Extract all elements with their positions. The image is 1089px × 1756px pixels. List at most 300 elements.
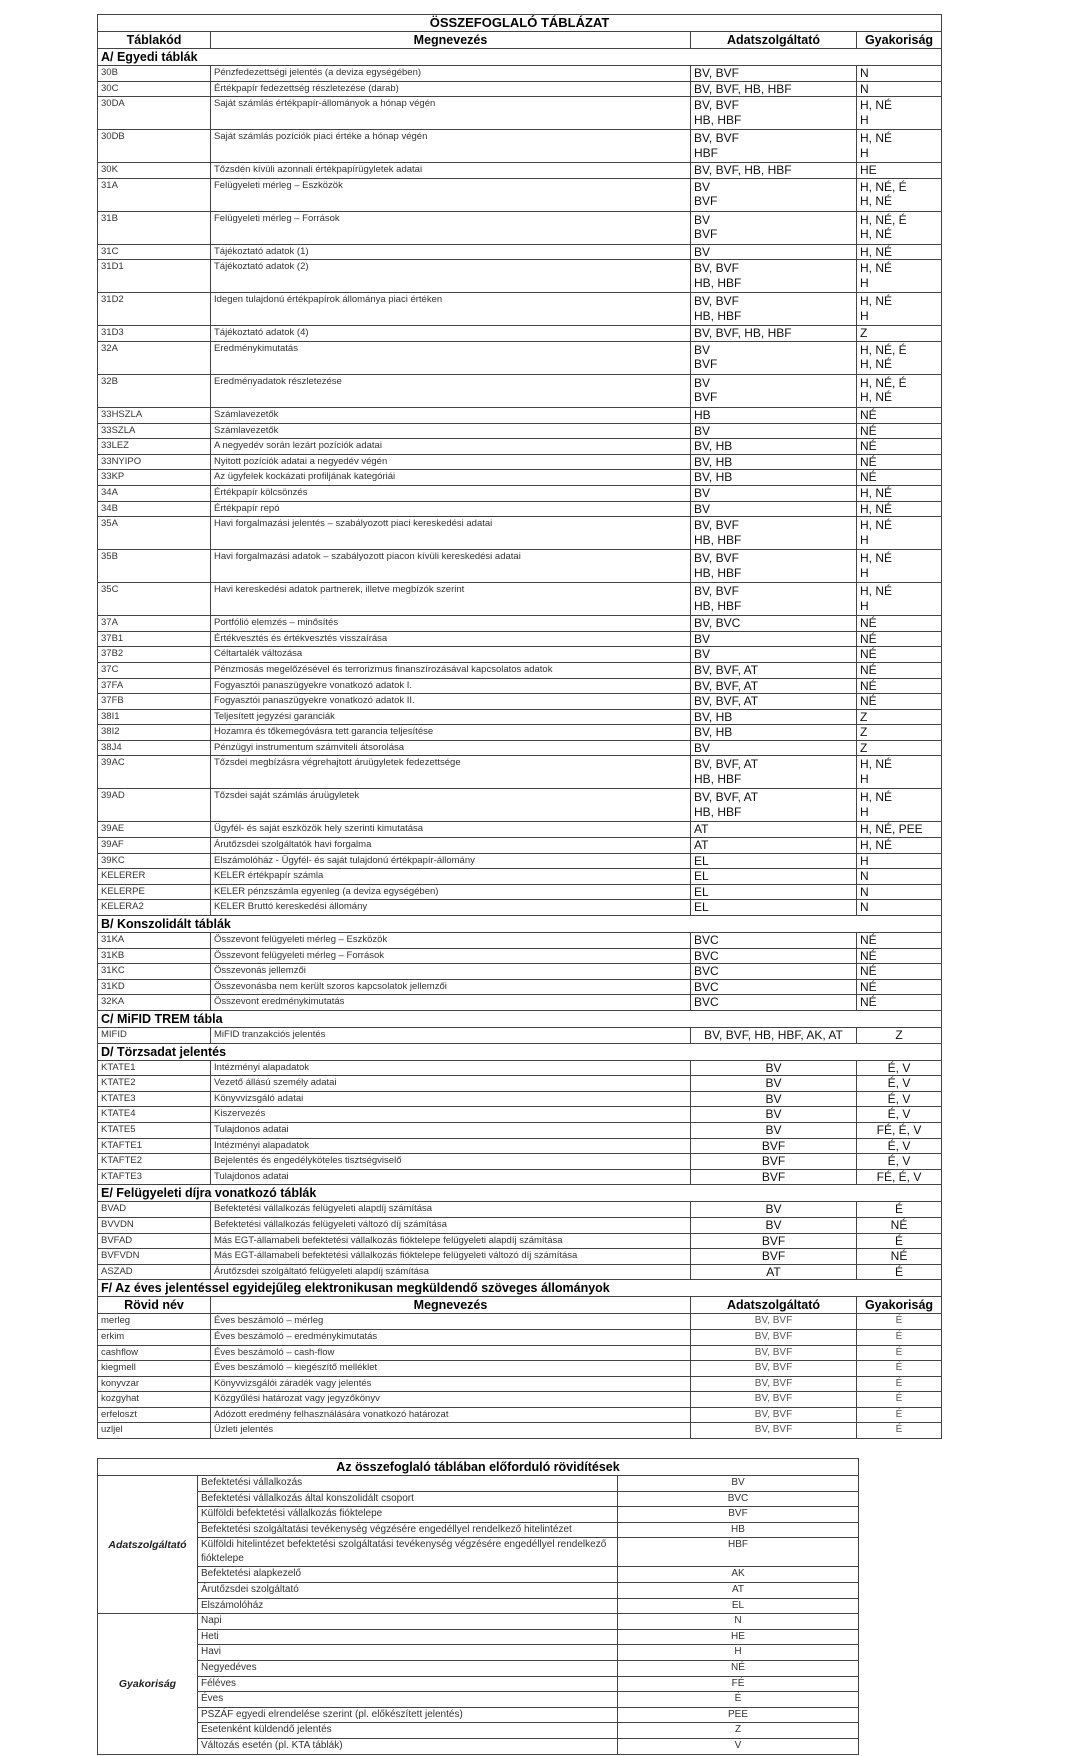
- row-frequency: NÉ: [857, 933, 942, 949]
- row-provider: BV: [691, 1122, 857, 1138]
- row-name: Bejelentés és engedélyköteles tisztségviselő: [211, 1154, 691, 1170]
- abbreviation-description: Esetenként küldendő jelentés: [198, 1723, 618, 1739]
- row-name: Tőzsdén kívüli azonnali értékpapírügyletek adatai: [211, 163, 691, 179]
- abbreviation-code: É: [618, 1692, 859, 1708]
- col-header-name: Megnevezés: [211, 32, 691, 49]
- row-provider: AT: [691, 838, 857, 854]
- row-code: 37B2: [98, 647, 211, 663]
- row-provider: BV, BVF, AT: [691, 694, 857, 710]
- row-name: Fogyasztói panaszügyekre vonatkozó adatok I.: [211, 678, 691, 694]
- abbreviation-row: [98, 1476, 859, 1492]
- row-frequency: É, V: [857, 1060, 942, 1076]
- section-column-header: Megnevezés: [211, 1297, 691, 1314]
- row-provider: BV, BVF, HB, HBF: [691, 163, 857, 179]
- abbreviation-description: Elszámolóház: [198, 1598, 618, 1614]
- row-provider: BV: [691, 423, 857, 439]
- abbreviation-description: Külföldi befektetési vállalkozás fióktelepe: [198, 1507, 618, 1523]
- row-code: 37FB: [98, 694, 211, 710]
- row-frequency: Z: [857, 326, 942, 342]
- table-row: [98, 1376, 942, 1392]
- abbreviation-code: N: [618, 1614, 859, 1630]
- row-provider: AT: [691, 822, 857, 838]
- row-frequency: H, NÉ, É H, NÉ: [857, 341, 942, 374]
- row-provider: BV, BVF: [691, 1361, 857, 1377]
- row-name: Könyvvizsgálói záradék vagy jelentés: [211, 1376, 691, 1392]
- row-frequency: FÉ, É, V: [857, 1169, 942, 1185]
- row-frequency: H, NÉ H: [857, 97, 942, 130]
- row-code: 30K: [98, 163, 211, 179]
- row-provider: BV: [691, 244, 857, 260]
- row-code: 34A: [98, 485, 211, 501]
- row-frequency: É: [857, 1264, 942, 1280]
- row-provider: BV, BVF: [691, 1314, 857, 1330]
- row-code: KELERA2: [98, 900, 211, 916]
- row-name: Tulajdonos adatai: [211, 1169, 691, 1185]
- row-name: Árutőzsdei szolgáltató felügyeleti alapdíj számítása: [211, 1264, 691, 1280]
- table-row: [98, 1076, 942, 1092]
- table-row: [98, 1392, 942, 1408]
- row-provider: BV: [691, 1202, 857, 1218]
- row-name: Tőzsdei megbízásra végrehajtott áruügyletek fedezettsége: [211, 756, 691, 789]
- section-title: C/ MiFID TREM tábla: [98, 1011, 942, 1028]
- row-name: Tőzsdei saját számlás áruügyletek: [211, 789, 691, 822]
- row-code: 33HSZLA: [98, 407, 211, 423]
- table-row: [98, 1091, 942, 1107]
- row-name: KELER értékpapír számla: [211, 869, 691, 885]
- row-provider: BV: [691, 1107, 857, 1123]
- abbreviation-code: HBF: [618, 1538, 859, 1567]
- table-row: [98, 97, 942, 130]
- table-row: [98, 678, 942, 694]
- abbreviation-description: Befektetési alapkezelő: [198, 1567, 618, 1583]
- table-row: [98, 694, 942, 710]
- row-name: Összevont eredménykimutatás: [211, 995, 691, 1011]
- row-name: Könyvvizsgáló adatai: [211, 1091, 691, 1107]
- row-name: Éves beszámoló – cash-flow: [211, 1345, 691, 1361]
- abbreviation-row: [98, 1738, 859, 1754]
- abbreviation-row: [98, 1582, 859, 1598]
- row-frequency: H, NÉ, É H, NÉ: [857, 374, 942, 407]
- abbreviation-code: Z: [618, 1723, 859, 1739]
- table-row: [98, 1217, 942, 1233]
- row-name: Éves beszámoló – mérleg: [211, 1314, 691, 1330]
- row-name: Intézményi alapadatok: [211, 1060, 691, 1076]
- table-row: [98, 884, 942, 900]
- row-code: 39KC: [98, 853, 211, 869]
- table-row: [98, 616, 942, 632]
- row-name: Tájékoztató adatok (4): [211, 326, 691, 342]
- row-frequency: NÉ: [857, 454, 942, 470]
- row-provider: BVF: [691, 1233, 857, 1249]
- row-code: konyvzar: [98, 1376, 211, 1392]
- row-frequency: É: [857, 1361, 942, 1377]
- row-name: Tájékoztató adatok (2): [211, 260, 691, 293]
- row-name: Nyitott pozíciók adatai a negyedév végén: [211, 454, 691, 470]
- row-code: 39AE: [98, 822, 211, 838]
- row-code: cashflow: [98, 1345, 211, 1361]
- row-provider: BV, BVF, AT HB, HBF: [691, 789, 857, 822]
- section-title: B/ Konszolidált táblák: [98, 916, 942, 933]
- row-code: 31KD: [98, 979, 211, 995]
- row-code: KELERPE: [98, 884, 211, 900]
- row-code: erfeloszt: [98, 1407, 211, 1423]
- row-code: 31B: [98, 211, 211, 244]
- row-name: Felügyeleti mérleg – Források: [211, 211, 691, 244]
- row-code: 31D3: [98, 326, 211, 342]
- row-code: 37FA: [98, 678, 211, 694]
- row-name: Eredményadatok részletezése: [211, 374, 691, 407]
- section-title: E/ Felügyeleti díjra vonatkozó táblák: [98, 1185, 942, 1202]
- row-frequency: NÉ: [857, 995, 942, 1011]
- row-name: Értékpapír kölcsönzés: [211, 485, 691, 501]
- abbreviation-description: Befektetési szolgáltatási tevékenység végzésére engedéllyel rendelkező hitelintézet: [198, 1522, 618, 1538]
- row-name: Tájékoztató adatok (1): [211, 244, 691, 260]
- abbreviation-code: BV: [618, 1476, 859, 1492]
- table-row: [98, 163, 942, 179]
- row-code: KTAFTE2: [98, 1154, 211, 1170]
- abbreviation-row: [98, 1660, 859, 1676]
- row-frequency: Z: [857, 1028, 942, 1044]
- row-code: 38I2: [98, 725, 211, 741]
- row-provider: BVC: [691, 948, 857, 964]
- row-provider: BV, BVF HB, HBF: [691, 260, 857, 293]
- table-row: [98, 178, 942, 211]
- row-name: Havi forgalmazási adatok – szabályozott piacon kívüli kereskedési adatai: [211, 550, 691, 583]
- section-column-header: Gyakoriság: [857, 1297, 942, 1314]
- table-row: [98, 407, 942, 423]
- row-name: Értékvesztés és értékvesztés visszaírása: [211, 631, 691, 647]
- abbreviation-description: Külföldi hitelintézet befektetési szolgáltatási tevékenység végzésére engedéllyel rendelkező fióktelepe: [198, 1538, 618, 1567]
- row-frequency: H, NÉ H: [857, 583, 942, 616]
- row-provider: BV: [691, 647, 857, 663]
- row-frequency: H, NÉ, É H, NÉ: [857, 178, 942, 211]
- section-column-header: Rövid név: [98, 1297, 211, 1314]
- row-code: 31KB: [98, 948, 211, 964]
- row-code: ASZAD: [98, 1264, 211, 1280]
- table-row: [98, 853, 942, 869]
- row-frequency: É: [857, 1233, 942, 1249]
- row-code: KTATE5: [98, 1122, 211, 1138]
- table-row: [98, 995, 942, 1011]
- summary-table-body: [98, 15, 942, 1439]
- row-code: 33SZLA: [98, 423, 211, 439]
- row-code: 39AD: [98, 789, 211, 822]
- row-name: Tulajdonos adatai: [211, 1122, 691, 1138]
- row-frequency: H, NÉ H: [857, 517, 942, 550]
- table-row: [98, 900, 942, 916]
- row-code: KTATE1: [98, 1060, 211, 1076]
- row-frequency: N: [857, 66, 942, 82]
- row-code: 32B: [98, 374, 211, 407]
- row-name: Saját számlás értékpapír-állományok a hónap végén: [211, 97, 691, 130]
- row-name: Éves beszámoló – kiegészítő melléklet: [211, 1361, 691, 1377]
- table-row: [98, 1314, 942, 1330]
- row-provider: EL: [691, 900, 857, 916]
- row-code: 37B1: [98, 631, 211, 647]
- table-row: [98, 1107, 942, 1123]
- abbreviation-description: Havi: [198, 1645, 618, 1661]
- row-provider: BVF: [691, 1138, 857, 1154]
- row-frequency: N: [857, 900, 942, 916]
- row-code: KELERER: [98, 869, 211, 885]
- table-row: [98, 979, 942, 995]
- row-code: 35B: [98, 550, 211, 583]
- table-row: [98, 211, 942, 244]
- row-provider: BV: [691, 485, 857, 501]
- table-row: [98, 631, 942, 647]
- row-provider: BVC: [691, 995, 857, 1011]
- row-provider: BV: [691, 631, 857, 647]
- row-name: Kiszervezés: [211, 1107, 691, 1123]
- table-row: [98, 1407, 942, 1423]
- table-row: [98, 933, 942, 949]
- row-name: Idegen tulajdonú értékpapírok állománya piaci értéken: [211, 293, 691, 326]
- row-frequency: É, V: [857, 1107, 942, 1123]
- row-frequency: É, V: [857, 1138, 942, 1154]
- row-name: Összevonásba nem került szoros kapcsolatok jellemzői: [211, 979, 691, 995]
- row-provider: BV, BVF HBF: [691, 130, 857, 163]
- table-row: [98, 1138, 942, 1154]
- row-code: MIFID: [98, 1028, 211, 1044]
- row-provider: BV BVF: [691, 341, 857, 374]
- row-frequency: H, NÉ: [857, 501, 942, 517]
- row-name: Értékpapír fedezettség részletezése (darab): [211, 81, 691, 97]
- abbreviation-row: [98, 1491, 859, 1507]
- row-frequency: N: [857, 869, 942, 885]
- row-name: Árutőzsdei szolgáltatók havi forgalma: [211, 838, 691, 854]
- table-row: [98, 326, 942, 342]
- row-provider: BV, BVF, AT: [691, 662, 857, 678]
- table-row: [98, 550, 942, 583]
- abbreviation-description: Árutőzsdei szolgáltató: [198, 1582, 618, 1598]
- row-frequency: Z: [857, 740, 942, 756]
- row-frequency: É: [857, 1345, 942, 1361]
- row-name: A negyedév során lezárt pozíciók adatai: [211, 439, 691, 455]
- row-provider: BV, BVF: [691, 1376, 857, 1392]
- row-name: Ügyfél- és saját eszközök hely szerinti kimutatása: [211, 822, 691, 838]
- row-name: Havi kereskedési adatok partnerek, illetve megbízók szerint: [211, 583, 691, 616]
- row-code: 31D1: [98, 260, 211, 293]
- abbreviation-row: [98, 1723, 859, 1739]
- row-provider: BV, HB: [691, 454, 857, 470]
- row-frequency: É: [857, 1392, 942, 1408]
- table-row: [98, 662, 942, 678]
- abbreviation-row: [98, 1629, 859, 1645]
- row-code: 31A: [98, 178, 211, 211]
- row-frequency: É: [857, 1202, 942, 1218]
- row-frequency: É: [857, 1423, 942, 1439]
- table-row: [98, 1329, 942, 1345]
- row-provider: BV: [691, 740, 857, 756]
- row-provider: EL: [691, 884, 857, 900]
- row-code: BVAD: [98, 1202, 211, 1218]
- section-row: [98, 49, 942, 66]
- table-row: [98, 740, 942, 756]
- table-row: [98, 1249, 942, 1265]
- row-frequency: H, NÉ H: [857, 756, 942, 789]
- row-code: 38I1: [98, 709, 211, 725]
- row-provider: BV BVF: [691, 211, 857, 244]
- abbreviation-code: FÉ: [618, 1676, 859, 1692]
- row-name: Közgyűlési határozat vagy jegyzőkönyv: [211, 1392, 691, 1408]
- section-title: F/ Az éves jelentéssel egyidejűleg elektronikusan megküldendő szöveges állományok: [98, 1280, 942, 1297]
- row-provider: BV, BVF, AT: [691, 678, 857, 694]
- abbreviation-description: PSZÁF egyedi elrendelése szerint (pl. előkészített jelentés): [198, 1707, 618, 1723]
- table-row: [98, 470, 942, 486]
- table-row: [98, 1233, 942, 1249]
- row-code: 35C: [98, 583, 211, 616]
- row-name: Pénzfedezettségi jelentés (a deviza egységében): [211, 66, 691, 82]
- row-frequency: N: [857, 81, 942, 97]
- row-name: Céltartalék változása: [211, 647, 691, 663]
- row-name: Pénzmosás megelőzésével és terrorizmus finanszírozásával kapcsolatos adatok: [211, 662, 691, 678]
- row-code: 30B: [98, 66, 211, 82]
- row-frequency: É, V: [857, 1091, 942, 1107]
- abbreviation-row: [98, 1538, 859, 1567]
- row-frequency: NÉ: [857, 694, 942, 710]
- row-provider: BV, BVF: [691, 1329, 857, 1345]
- row-name: MiFID tranzakciós jelentés: [211, 1028, 691, 1044]
- row-name: Befektetési vállalkozás felügyeleti alapdíj számítása: [211, 1202, 691, 1218]
- row-frequency: NÉ: [857, 616, 942, 632]
- table-row: [98, 709, 942, 725]
- row-code: 30DA: [98, 97, 211, 130]
- row-code: BVFVDN: [98, 1249, 211, 1265]
- row-code: 37C: [98, 662, 211, 678]
- abbreviation-row: [98, 1676, 859, 1692]
- row-code: 32A: [98, 341, 211, 374]
- table-row: [98, 1423, 942, 1439]
- section-row: [98, 1280, 942, 1297]
- row-name: Teljesített jegyzési garanciák: [211, 709, 691, 725]
- row-code: 34B: [98, 501, 211, 517]
- row-code: 35A: [98, 517, 211, 550]
- section-row: [98, 916, 942, 933]
- row-provider: BV: [691, 1076, 857, 1092]
- row-provider: BV, BVF, HB, HBF: [691, 81, 857, 97]
- table-row: [98, 1122, 942, 1138]
- row-frequency: HE: [857, 163, 942, 179]
- row-name: Hozamra és tőkemegóvásra tett garancia teljesítése: [211, 725, 691, 741]
- row-frequency: NÉ: [857, 678, 942, 694]
- abbreviation-code: BVF: [618, 1507, 859, 1523]
- row-code: KTAFTE3: [98, 1169, 211, 1185]
- section-row: [98, 1011, 942, 1028]
- row-name: Intézményi alapadatok: [211, 1138, 691, 1154]
- table-row: [98, 501, 942, 517]
- row-name: Portfólió elemzés – minősítés: [211, 616, 691, 632]
- row-code: 39AC: [98, 756, 211, 789]
- row-provider: BV, BVF, HB, HBF, AK, AT: [691, 1028, 857, 1044]
- row-frequency: É: [857, 1314, 942, 1330]
- abbreviation-description: Változás esetén (pl. KTA táblák): [198, 1738, 618, 1754]
- row-code: KTATE3: [98, 1091, 211, 1107]
- table-row: [98, 439, 942, 455]
- row-name: Számlavezetők: [211, 423, 691, 439]
- row-provider: BVC: [691, 933, 857, 949]
- table-row: [98, 244, 942, 260]
- row-frequency: Z: [857, 725, 942, 741]
- table-row: [98, 869, 942, 885]
- row-code: 37A: [98, 616, 211, 632]
- row-name: Más EGT-államabeli befektetési vállalkozás fióktelepe felügyeleti változó díj számítása: [211, 1249, 691, 1265]
- row-name: Pénzügyi instrumentum számviteli átsorolása: [211, 740, 691, 756]
- row-provider: EL: [691, 869, 857, 885]
- row-frequency: NÉ: [857, 439, 942, 455]
- abbreviation-row: [98, 1522, 859, 1538]
- row-provider: BV, BVF: [691, 1407, 857, 1423]
- abbreviation-row: [98, 1645, 859, 1661]
- row-frequency: É: [857, 1329, 942, 1345]
- table-row: [98, 838, 942, 854]
- row-code: kozgyhat: [98, 1392, 211, 1408]
- row-frequency: H: [857, 853, 942, 869]
- table-row: [98, 454, 942, 470]
- row-code: BVFAD: [98, 1233, 211, 1249]
- table-row: [98, 1361, 942, 1377]
- row-frequency: É, V: [857, 1076, 942, 1092]
- col-header-frequency: Gyakoriság: [857, 32, 942, 49]
- row-provider: BV, BVF, HB, HBF: [691, 326, 857, 342]
- abbreviation-row: [98, 1507, 859, 1523]
- row-name: KELER Bruttó kereskedési állomány: [211, 900, 691, 916]
- row-name: Számlavezetők: [211, 407, 691, 423]
- row-provider: BV BVF: [691, 374, 857, 407]
- table-row: [98, 1154, 942, 1170]
- row-provider: BV, BVF HB, HBF: [691, 550, 857, 583]
- section-title: A/ Egyedi táblák: [98, 49, 942, 66]
- row-provider: AT: [691, 1264, 857, 1280]
- row-provider: BV: [691, 1060, 857, 1076]
- row-provider: BV, BVF HB, HBF: [691, 97, 857, 130]
- summary-table: [97, 14, 942, 1439]
- row-provider: BV, BVF HB, HBF: [691, 517, 857, 550]
- row-provider: BV, BVF: [691, 1423, 857, 1439]
- row-provider: BV, HB: [691, 709, 857, 725]
- abbreviation-code: HE: [618, 1629, 859, 1645]
- row-code: KTAFTE1: [98, 1138, 211, 1154]
- row-provider: BV, HB: [691, 470, 857, 486]
- row-code: 31D2: [98, 293, 211, 326]
- row-provider: BV: [691, 1217, 857, 1233]
- row-code: uzljel: [98, 1423, 211, 1439]
- row-frequency: NÉ: [857, 631, 942, 647]
- row-frequency: FÉ, É, V: [857, 1122, 942, 1138]
- row-name: Felügyeleti mérleg – Eszközök: [211, 178, 691, 211]
- table-row: [98, 517, 942, 550]
- section-title: D/ Törzsadat jelentés: [98, 1043, 942, 1060]
- row-name: KELER pénzszámla egyenleg (a deviza egységében): [211, 884, 691, 900]
- row-name: Befektetési vállalkozás felügyeleti változó díj számítása: [211, 1217, 691, 1233]
- row-code: 33NYIPO: [98, 454, 211, 470]
- table-row: [98, 1264, 942, 1280]
- row-frequency: É: [857, 1407, 942, 1423]
- row-provider: BV, BVF: [691, 66, 857, 82]
- row-provider: BVF: [691, 1169, 857, 1185]
- row-code: 30DB: [98, 130, 211, 163]
- row-frequency: H, NÉ H: [857, 130, 942, 163]
- row-code: 30C: [98, 81, 211, 97]
- abbreviation-code: AK: [618, 1567, 859, 1583]
- summary-title: ÖSSZEFOGLALÓ TÁBLÁZAT: [98, 15, 942, 32]
- row-name: Éves beszámoló – eredménykimutatás: [211, 1329, 691, 1345]
- row-name: Havi forgalmazási jelentés – szabályozott piaci kereskedési adatai: [211, 517, 691, 550]
- abbreviation-code: NÉ: [618, 1660, 859, 1676]
- table-row: [98, 260, 942, 293]
- row-frequency: H, NÉ H: [857, 293, 942, 326]
- table-row: [98, 822, 942, 838]
- row-name: Más EGT-államabeli befektetési vállalkozás fióktelepe felügyeleti alapdíj számítása: [211, 1233, 691, 1249]
